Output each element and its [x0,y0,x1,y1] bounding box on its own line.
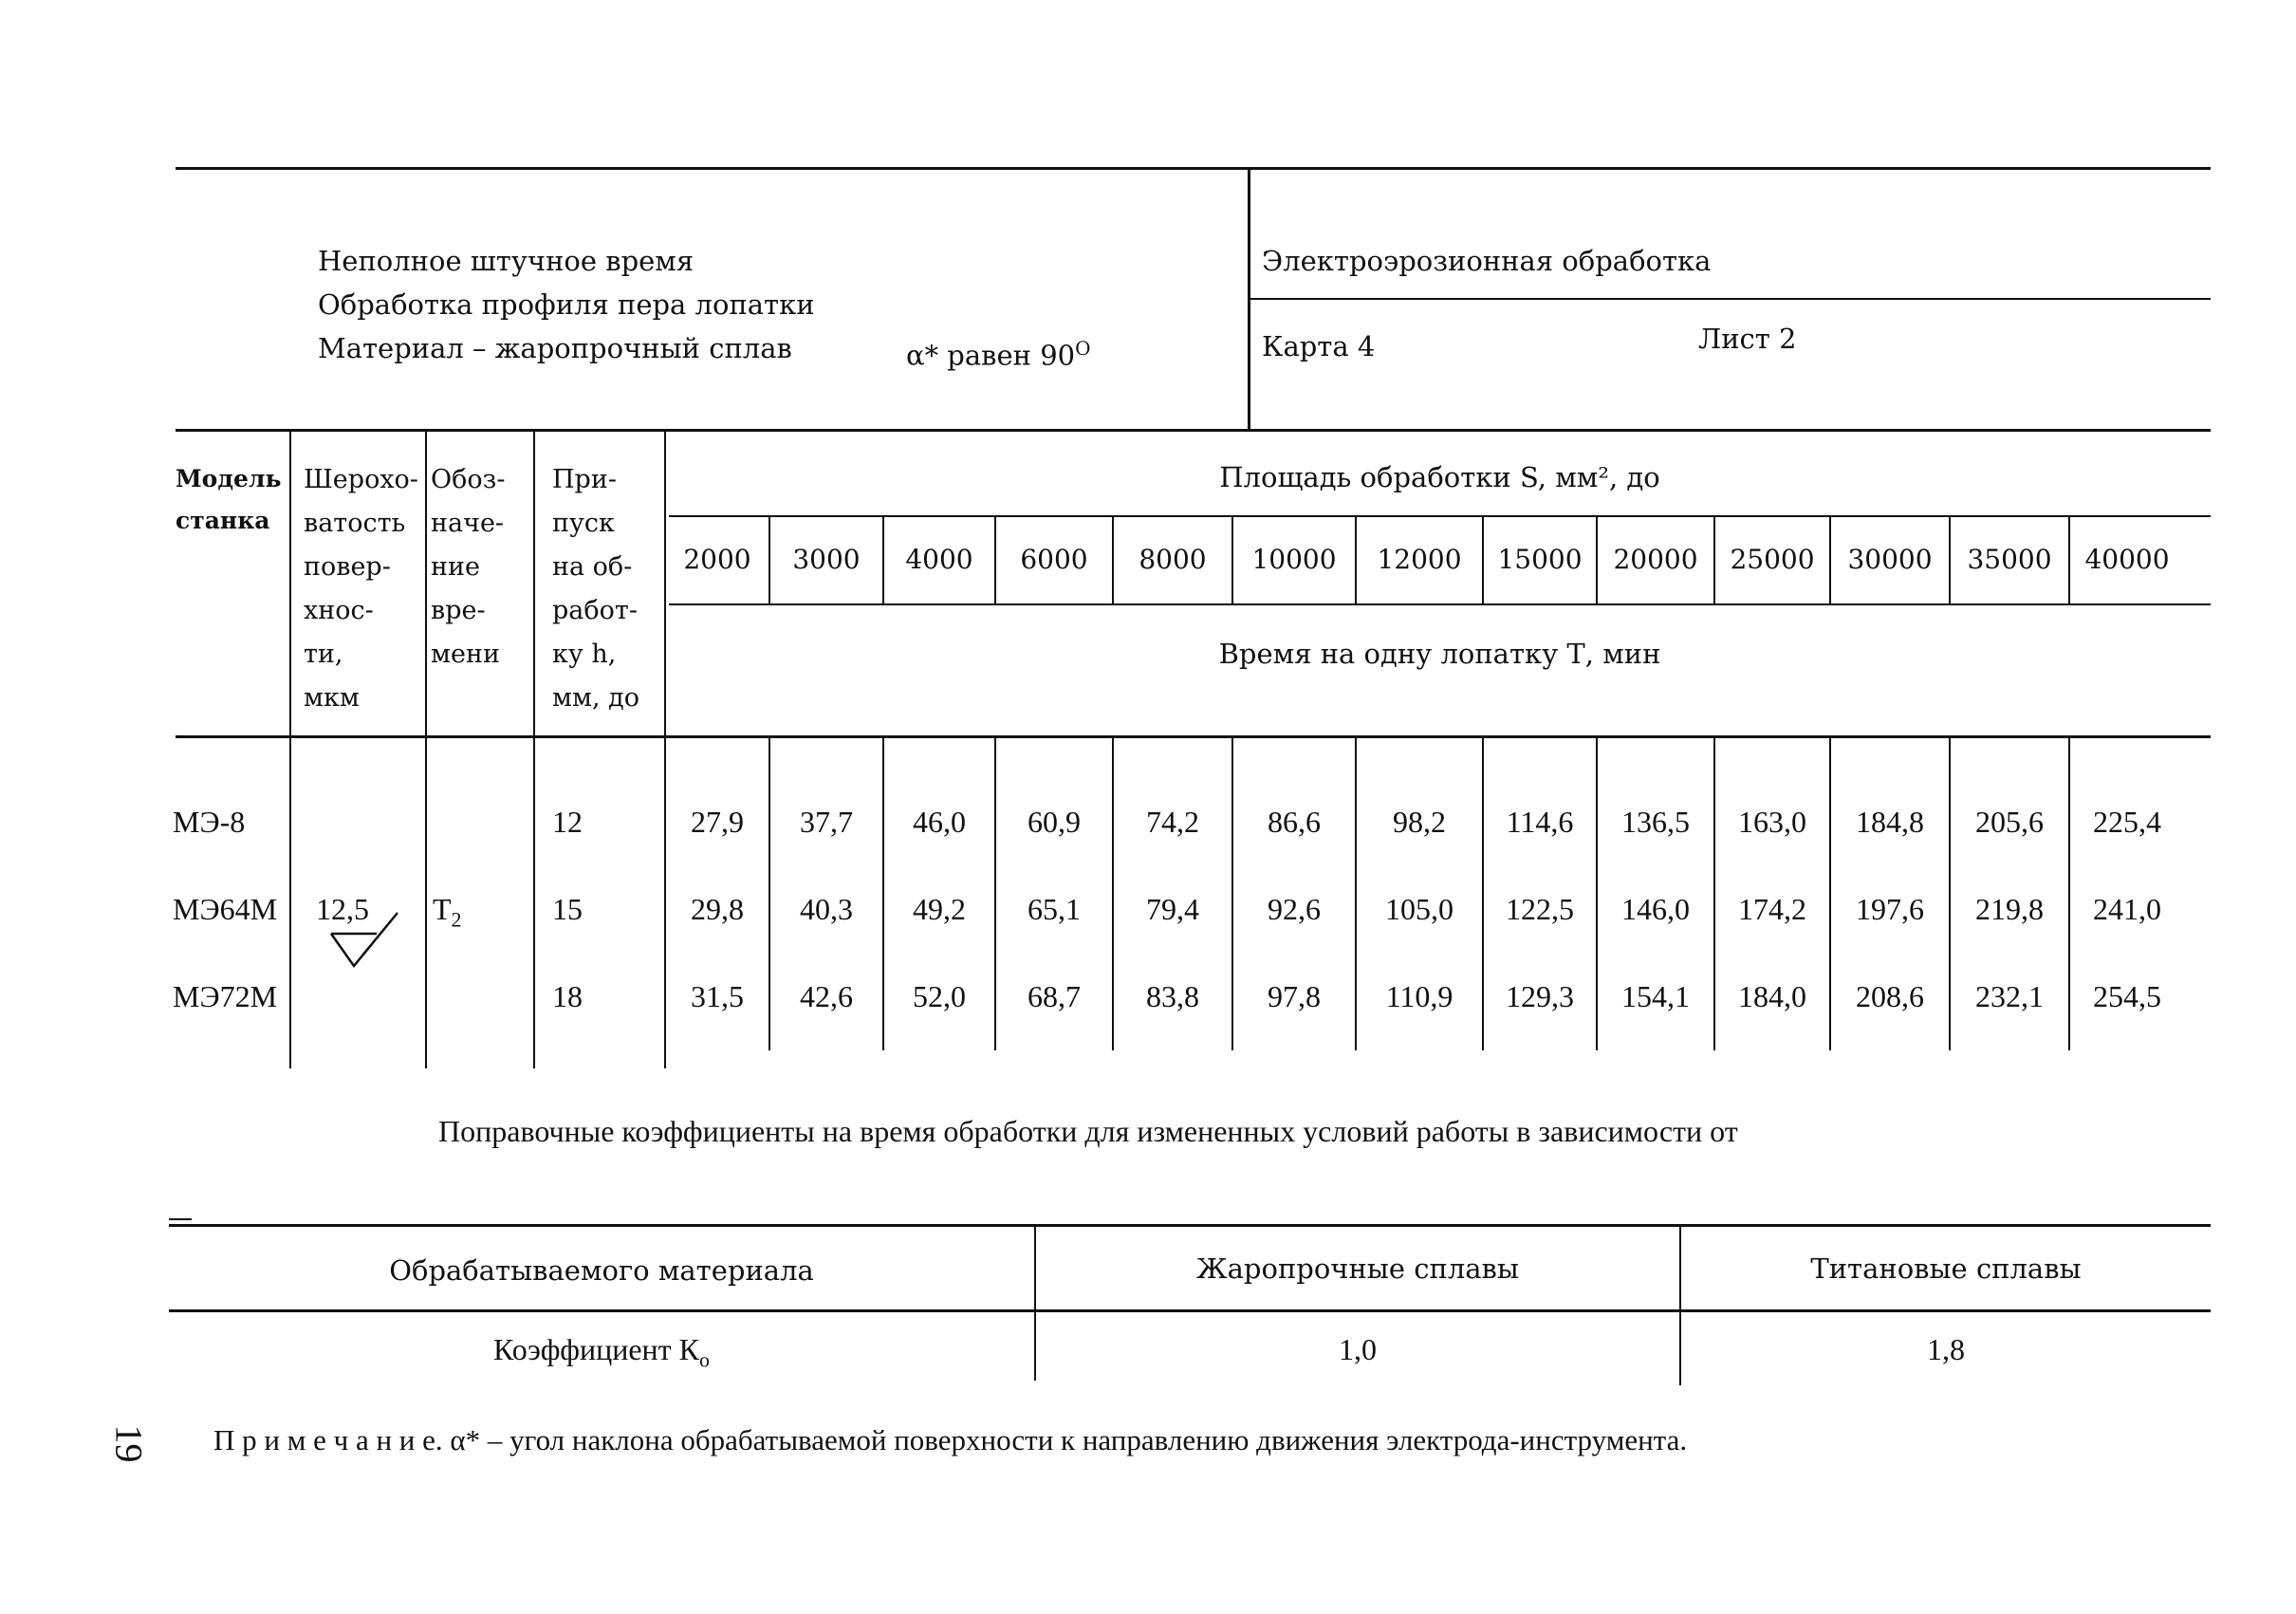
time-cell: 68,7 [1028,979,1081,1013]
area-value: 3000 [792,544,861,575]
col-header-designation [431,458,506,677]
col-rule-2 [425,429,427,1068]
alpha-note-degree: О [1075,337,1091,360]
time-cell: 197,6 [1856,892,1924,926]
col-header-roughness-line: ватость [304,509,406,538]
time-cell: 92,6 [1268,892,1321,926]
time-cell: 241,0 [2093,892,2161,926]
allowance-value: 18 [552,979,583,1013]
col-header-allowance-line: пуск [552,509,615,538]
col-header-roughness-line: ти, [304,640,343,669]
area-value: 8000 [1139,544,1207,575]
model-name: МЭ64М [173,892,278,926]
header-title-line-1: Неполное штучное время [318,245,694,277]
time-cell: 174,2 [1738,892,1806,926]
area-value: 25000 [1730,544,1815,575]
page-number: 19 [107,1424,151,1463]
time-cell: 163,0 [1738,805,1806,839]
time-designation-letter: Т [433,892,452,926]
time-cell: 40,3 [800,892,853,926]
time-cell: 184,0 [1738,979,1806,1013]
time-cell: 31,5 [691,979,744,1013]
col-header-allowance-line: мм, до [552,683,640,713]
alpha-note-text: α* равен 90 [906,339,1076,372]
header-title-line-3: Материал – жаропрочный сплав [318,332,792,364]
correction-mid-rule [169,1309,2211,1312]
time-cell: 97,8 [1268,979,1321,1013]
col-header-designation-line: Обоз- [431,465,506,494]
correction-top-rule-short [169,1218,192,1220]
time-label: Время на одну лопатку Т, мин [1218,638,1661,670]
area-value: 35000 [1967,544,2052,575]
time-designation [433,892,462,932]
col-header-model-line: станка [176,507,270,534]
area-value: 6000 [1020,544,1088,575]
time-cell: 146,0 [1621,892,1690,926]
time-cell: 42,6 [800,979,853,1013]
time-designation-sub: 2 [451,907,462,932]
time-cell: 225,4 [2093,805,2161,839]
table-header-bottom-rule [176,735,2211,738]
col-header-model [176,458,282,542]
time-cell: 98,2 [1393,805,1446,839]
time-cell: 208,6 [1856,979,1924,1013]
time-cell: 37,7 [800,805,853,839]
col-header-designation-line: ние [431,552,480,582]
model-name: МЭ72М [173,979,278,1013]
sheet-number: Лист 2 [1698,323,1797,355]
area-value: 10000 [1251,544,1337,575]
table-top-rule [176,429,2211,432]
process-title: Электроэрозионная обработка [1262,245,1712,277]
time-cell: 49,2 [913,892,966,926]
time-cell: 46,0 [913,805,966,839]
time-cell: 83,8 [1146,979,1199,1013]
col-header-roughness-line: повер- [304,552,391,582]
coefficient-label-sub: о [699,1347,710,1372]
area-value: 40000 [2084,544,2170,575]
time-cell: 86,6 [1268,805,1321,839]
col-header-roughness [304,458,418,720]
col-header-roughness-line: Шерохо- [304,465,418,494]
alpha-note [906,326,1091,378]
card-number: Карта 4 [1262,330,1376,362]
time-cell: 52,0 [913,979,966,1013]
col-rule-3 [533,429,535,1068]
area-value: 4000 [905,544,973,575]
area-value: 20000 [1613,544,1698,575]
correction-caption: Поправочные коэффициенты на время обработки для измененных условий работы в зависимости от [438,1114,1738,1148]
time-cell: 74,2 [1146,805,1199,839]
time-cell: 184,8 [1856,805,1924,839]
coefficient-label-text: Коэффициент К [493,1332,699,1366]
time-cell: 65,1 [1028,892,1081,926]
area-values-bottom-rule [669,603,2211,605]
time-cell: 122,5 [1506,892,1574,926]
header-right-rule [1250,298,2211,300]
roughness-symbol-icon [327,909,401,970]
col-header-allowance-line: При- [552,465,617,494]
time-cell: 114,6 [1506,805,1574,839]
time-cell: 205,6 [1975,805,2044,839]
col-rule-4 [664,429,666,1068]
area-value: 12000 [1377,544,1462,575]
header-title-line-2: Обработка профиля пера лопатки [318,288,815,321]
col-header-designation-line: наче- [431,509,505,538]
time-cell: 110,9 [1385,979,1454,1013]
correction-header-titanium: Титановые сплавы [1810,1252,2082,1285]
footnote-label: П р и м е ч а н и е. [213,1423,443,1456]
time-cell: 136,5 [1621,805,1690,839]
time-cell: 105,0 [1385,892,1454,926]
area-value: 30000 [1847,544,1933,575]
col-header-allowance-line: работ- [552,596,638,625]
time-cell: 219,8 [1975,892,2044,926]
time-cell: 29,8 [691,892,744,926]
allowance-value: 12 [552,805,583,839]
model-name: МЭ-8 [173,805,246,839]
col-header-roughness-line: мкм [304,683,360,713]
time-cell: 27,9 [691,805,744,839]
col-header-model-line: Модель [176,465,282,492]
coefficient-value: 1,8 [1927,1332,1965,1366]
col-header-designation-line: мени [431,640,500,669]
col-header-designation-line: вре- [431,596,486,625]
correction-header-material: Обрабатываемого материала [389,1254,814,1287]
time-cell: 254,5 [2093,979,2161,1013]
time-cell: 79,4 [1146,892,1199,926]
time-cell: 60,9 [1028,805,1081,839]
col-header-roughness-line: хнос- [304,596,374,625]
time-cell: 129,3 [1506,979,1574,1013]
col-header-allowance-line: на об- [552,552,633,582]
area-label: Площадь обработки S, мм², до [1219,461,1660,493]
time-cell: 154,1 [1621,979,1690,1013]
col-rule-1 [289,429,291,1068]
header-top-rule [176,167,2211,170]
area-value: 15000 [1497,544,1583,575]
coefficient-value: 1,0 [1339,1332,1377,1366]
correction-header-heat-resistant: Жаропрочные сплавы [1196,1252,1519,1285]
col-header-allowance [552,458,639,720]
allowance-value: 15 [552,892,583,926]
footnote-text: α* – угол наклона обрабатываемой поверхности к направлению движения электрода-инструмента. [450,1423,1688,1456]
area-values-top-rule [669,515,2211,517]
col-header-allowance-line: ку h, [552,640,617,669]
correction-top-rule [169,1224,2211,1227]
coefficient-label [169,1332,1034,1372]
area-value: 2000 [683,544,751,575]
roughness-value: 12,5 [316,892,369,926]
time-cell: 232,1 [1975,979,2044,1013]
footnote [213,1423,1687,1457]
